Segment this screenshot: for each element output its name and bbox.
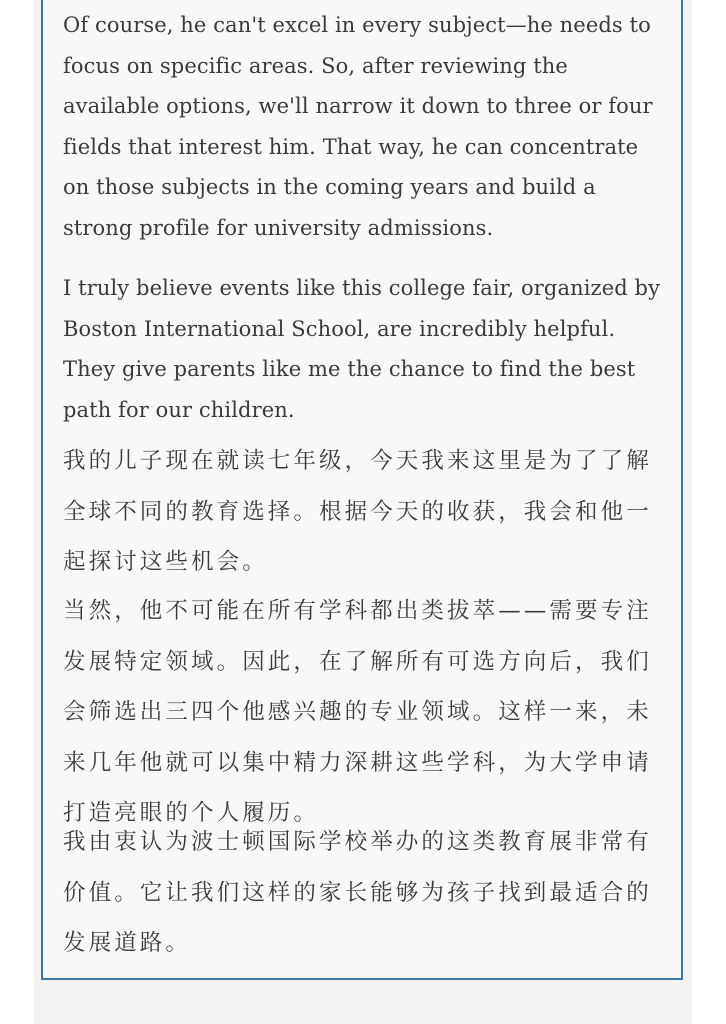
quote-paragraph-zh-2: 当然，他不可能在所有学科都出类拔萃——需要专注发展特定领域。因此，在了解所有可选方向后，我们会筛选出三四个他感兴趣的专业领域。这样一来，未来几年他就可以集中精力深耕这些学科，为大学申请打造亮眼的个人履历。 — [63, 598, 652, 826]
quote-paragraph-zh-3: 我由衷认为波士顿国际学校举办的这类教育展非常有价值。它让我们这样的家长能够为孩子找到最适合的发展道路。 — [63, 829, 652, 956]
quote-paragraph-en-2: I truly believe events like this college fair, organized by Boston International School, are incredibly helpful. They give parents like me the chance to find the best path for our children. — [63, 276, 661, 422]
quote-paragraph-zh-1: 我的儿子现在就读七年级，今天我来这里是为了了解全球不同的教育选择。根据今天的收获，我会和他一起探讨这些机会。 — [63, 448, 652, 575]
quote-paragraph-en-1: Of course, he can't excel in every subject—he needs to focus on specific areas. So, after reviewing the available options, we'll narrow it down to three or four fields that interest him. That way, he can concentrate on those subjects in the coming years and build a strong profile for university admissions. — [63, 13, 653, 240]
quote-box — [41, 0, 683, 980]
